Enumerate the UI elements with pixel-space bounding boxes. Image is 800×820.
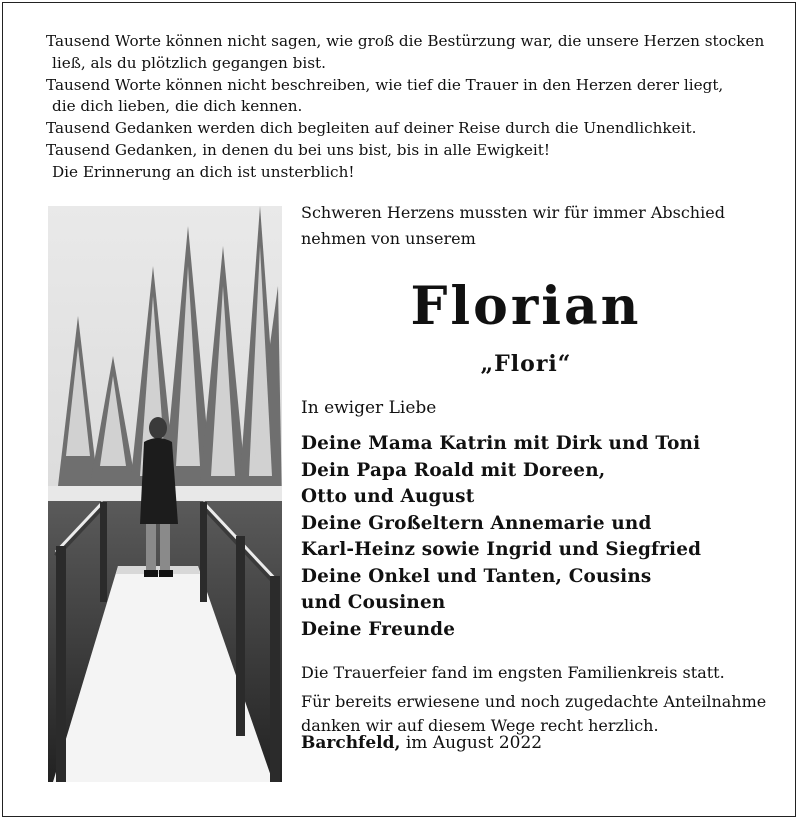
place-date bbox=[301, 733, 542, 753]
intro-verse-line: die dich lieben, die dich kennen. bbox=[52, 97, 303, 116]
mourner-line: Dein Papa Roald mit Doreen, bbox=[301, 459, 606, 481]
intro-verse-line: Tausend Worte können nicht sagen, wie groß die Bestürzung war, die unsere Herzen stocken bbox=[46, 32, 765, 50]
closing-block bbox=[301, 661, 771, 739]
intro-verse bbox=[46, 31, 766, 184]
deceased-name: Florian bbox=[410, 276, 642, 337]
mourner-line: Karl-Heinz sowie Ingrid und Siegfried bbox=[301, 539, 702, 560]
place: Barchfeld, bbox=[301, 733, 401, 753]
intro-verse-line: Tausend Worte können nicht beschreiben, wie tief die Trauer in den Herzen derer liegt, bbox=[46, 75, 724, 94]
intro-verse-line: ließ, als du plötzlich gegangen bist. bbox=[52, 53, 326, 72]
love-intro: In ewiger Liebe bbox=[301, 398, 437, 418]
intro-verse-line: Die Erinnerung an dich ist unsterblich! bbox=[52, 162, 355, 181]
intro-verse-line: Tausend Gedanken, in denen du bei uns bist, bis in alle Ewigkeit! bbox=[46, 140, 550, 159]
thanks-line: Für bereits erwiesene und noch zugedachte Anteilnahme bbox=[301, 691, 767, 711]
date: im August 2022 bbox=[405, 733, 543, 753]
intro-verse-line: Tausend Gedanken werden dich begleiten auf deiner Reise durch die Unendlichkeit. bbox=[46, 119, 697, 138]
mourner-line: Deine Mama Katrin mit Dirk und Toni bbox=[301, 433, 701, 454]
mourner-line: Otto und August bbox=[301, 486, 475, 507]
memorial-photo bbox=[48, 206, 282, 782]
mourner-line: Deine Freunde bbox=[301, 618, 456, 640]
mourner-line: Deine Großeltern Annemarie und bbox=[301, 512, 652, 534]
mourner-line: und Cousinen bbox=[301, 592, 446, 613]
thanks-line: danken wir auf diesem Wege recht herzlich. bbox=[301, 716, 659, 735]
funeral-note: Die Trauerfeier fand im engsten Familienkreis statt. bbox=[301, 663, 725, 682]
heading-line: nehmen von unserem bbox=[301, 229, 476, 248]
heading-line: Schweren Herzens mussten wir für immer Abschied bbox=[301, 203, 725, 222]
heading-block bbox=[301, 200, 771, 252]
mourners-list bbox=[301, 431, 781, 643]
mourner-line: Deine Onkel und Tanten, Cousins bbox=[301, 565, 652, 587]
deceased-nickname: „Flori“ bbox=[480, 351, 572, 377]
